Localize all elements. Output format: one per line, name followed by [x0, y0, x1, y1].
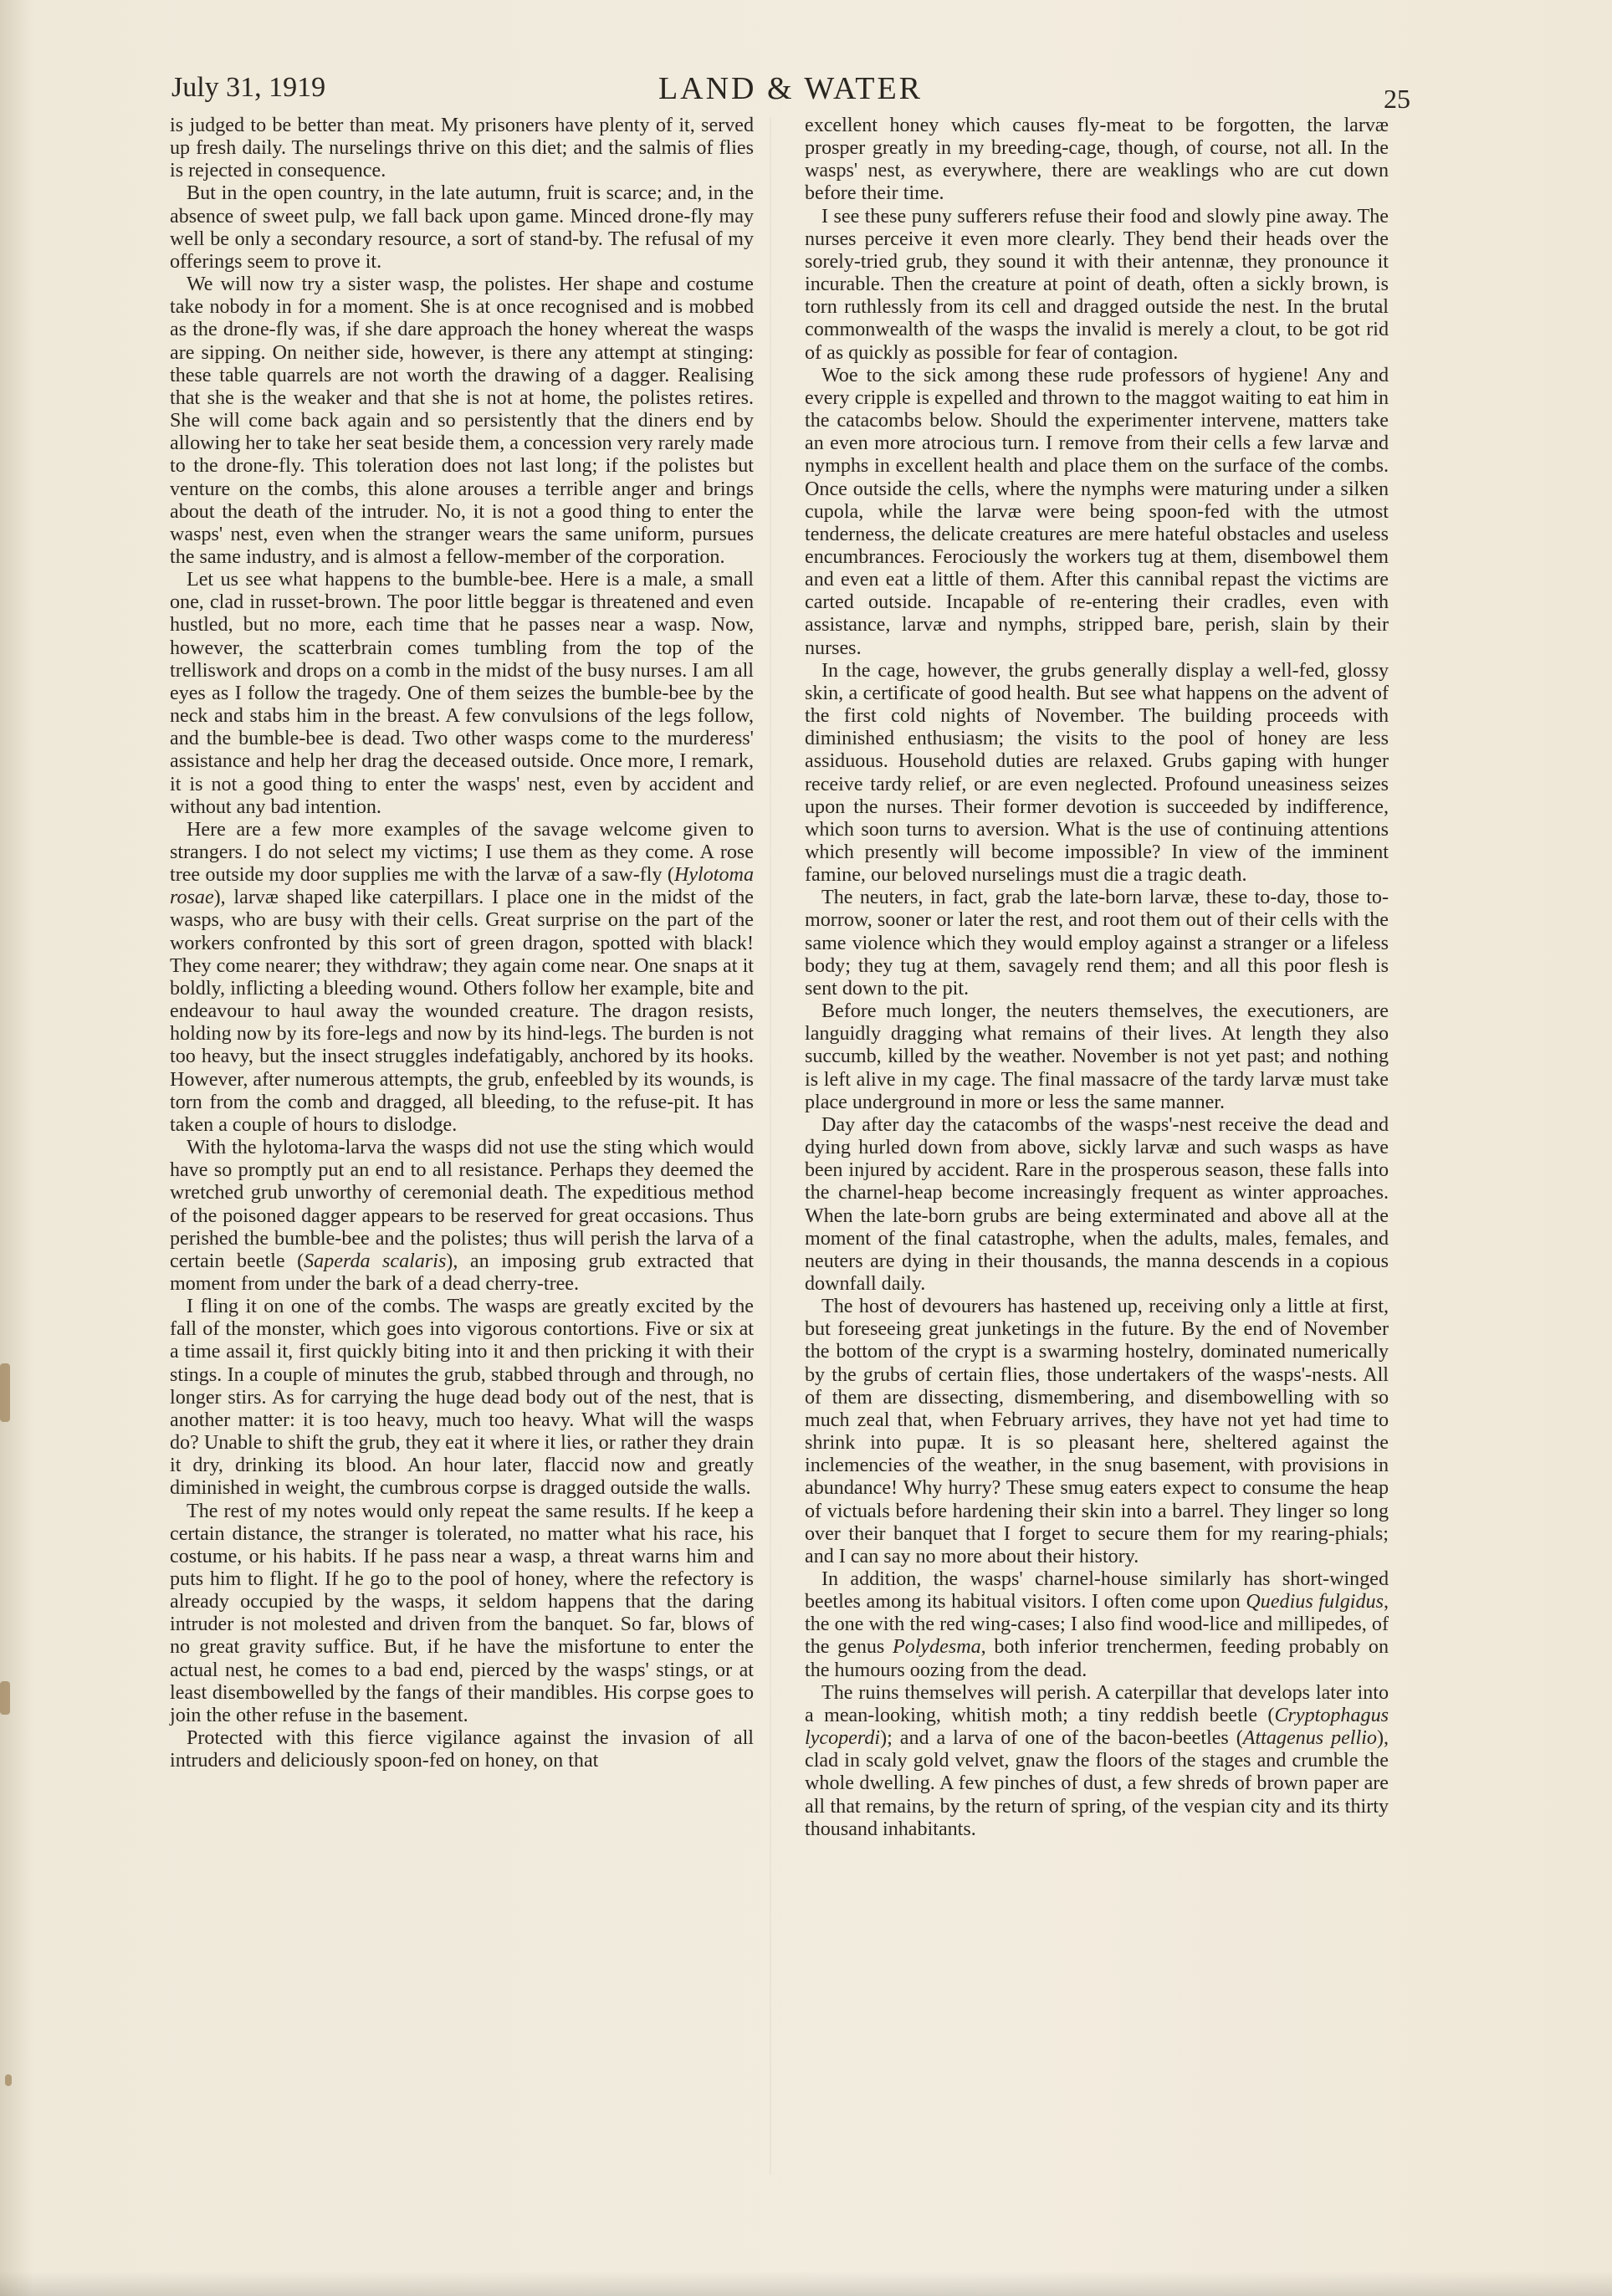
page-header [171, 69, 1410, 115]
paragraph: With the hylotoma-larva the wasps did not use the sting which would have so promptly put an end to all resistance. Perhaps they deemed the wretched grub unworthy of ceremonial death. The expeditious method of the poisoned dagger appears to be reserved for great occasions. Thus perished the bumble-bee and the polistes; thus will perish the larva of a certain beetle (Saperda scalaris), an imposing grub extracted that moment from under the bark of a dead cherry-tree. [170, 1137, 754, 1295]
left-column [170, 115, 754, 1772]
paragraph: The ruins themselves will perish. A caterpillar that develops later into a mean-looking, whitish moth; a tiny reddish beetle (Cryptophagus lycoperdi); and a larva of one of the bacon-beetles (Attagenus pellio), clad in scaly gold velvet, gnaw the floors of the stages and crumble the whole dwelling. A few pinches of dust, a few shreds of brown paper are all that remains, by the return of spring, of the vespian city and its thirty thousand inhabitants. [805, 1681, 1389, 1840]
paragraph: In addition, the wasps' charnel-house similarly has short-winged beetles among its habitual visitors. I often come upon Quedius fulgidus, the one with the red wing-cases; I also find wood-lice and millipedes, of the genus Polydesma, both inferior trenchermen, feeding probably on the humours oozing from the dead. [805, 1568, 1389, 1681]
paragraph: is judged to be better than meat. My prisoners have plenty of it, served up fresh daily. The nurselings thrive on this diet; and the salmis of flies is rejected in consequence. [170, 115, 754, 182]
paragraph: The host of devourers has hastened up, receiving only a little at first, but foreseeing great junketings in the future. By the end of November the bottom of the crypt is a swarming hostelry, dominated numerically by the grubs of certain flies, those undertakers of the wasps'-nests. All of them are dissecting, dismembering, and disembowelling with so much zeal that, when February arrives, they have not yet had time to shrink into pupæ. It is so pleasant here, sheltered against the inclemencies of the weather, in the snug basement, with provisions in abundance! Why hurry? These smug eaters expect to consume the heap of victuals before hardening their skin into a barrel. They linger so long over their banquet that I forget to secure them for my rearing-phials; and I can say no more about their history. [805, 1296, 1389, 1567]
paragraph: But in the open country, in the late autumn, fruit is scarce; and, in the absence of sweet pulp, we fall back upon game. Minced drone-fly may well be only a secondary resource, a sort of stand-by. The refusal of my offerings seem to prove it. [170, 182, 754, 273]
column-gutter [770, 117, 771, 2175]
margin-stain [5, 2074, 12, 2086]
paragraph: Protected with this fierce vigilance against the invasion of all intruders and deliciously spoon-fed on honey, on that [170, 1727, 754, 1772]
paragraph: The neuters, in fact, grab the late-born larvæ, these to-day, those to-morrow, sooner or later the rest, and root them out of their cells with the same violence which they would employ against a stranger or a lifeless body; they tug at them, savagely rend them; and all this poor flesh is sent down to the pit. [805, 887, 1389, 1000]
paragraph: I see these puny sufferers refuse their food and slowly pine away. The nurses perceive it even more clearly. They bend their heads over the sorely-tried grub, they sound it with their antennæ, they pronounce it incurable. Then the creature at point of death, often a sickly brown, is torn ruthlessly from its cell and dragged outside the nest. In the brutal commonwealth of the wasps the invalid is merely a clout, to be got rid of as quickly as possible for fear of contagion. [805, 205, 1389, 364]
paragraph: Woe to the sick among these rude professors of hygiene! Any and every cripple is expelled and thrown to the maggot waiting to eat him in the catacombs below. Should the experimenter intervene, matters take an even more atrocious turn. I remove from their cells a few larvæ and nymphs in excellent health and place them on the surface of the combs. Once outside the cells, where the nymphs were maturing under a silken cupola, while the larvæ were being spoon-fed with the utmost tenderness, the delicate creatures are mere hateful obstacles and useless encumbrances. Ferociously the workers tug at them, disembowel them and even eat a little of them. After this cannibal repast the victims are carted outside. Incapable of re-entering their cradles, even with assistance, larvæ and nymphs, stripped bare, perish, slain by their nurses. [805, 364, 1389, 659]
paragraph: Day after day the catacombs of the wasps'-nest receive the dead and dying hurled down from above, sickly larvæ and such wasps as have been injured by accident. Rare in the prosperous season, these falls into the charnel-heap become increasingly frequent as winter approaches. When the late-born grubs are being exterminated and above all at the moment of the final catastrophe, when the adults, males, females, and neuters are dying in their thousands, the manna descends in a copious downfall daily. [805, 1113, 1389, 1295]
page-bottom-edge [0, 2271, 1612, 2296]
publication-title: LAND & WATER [658, 71, 924, 106]
paragraph: Here are a few more examples of the savage welcome given to strangers. I do not select my victims; I use them as they come. A rose tree outside my door supplies me with the larvæ of a saw-fly (Hylotoma rosae), larvæ shaped like caterpillars. I place one in the midst of the wasps, who are busy with their cells. Great surprise on the part of the workers confronted by this sort of green dragon, spotted with black! They come nearer; they withdraw; they again come near. One snaps at it boldly, inflicting a bleeding wound. Others follow her example, bite and endeavour to haul away the wounded creature. The dragon resists, holding now by its fore-legs and now by its hind-legs. The burden is not too heavy, but the insect struggles indefatigably, anchored by its hooks. However, after numerous attempts, the grub, enfeebled by its wounds, is torn from the comb and dragged, all bleeding, to the refuse-pit. It has taken a couple of hours to dislodge. [170, 818, 754, 1136]
margin-stain [0, 1363, 10, 1422]
paragraph: excellent honey which causes fly-meat to be forgotten, the larvæ prosper greatly in my breeding-cage, though, of course, not all. In the wasps' nest, as everywhere, there are weaklings who are cut down before their time. [805, 115, 1389, 205]
paragraph: Before much longer, the neuters themselves, the executioners, are languidly dragging what remains of their lives. At length they also succumb, killed by the weather. November is not yet past; and nothing is left alive in my cage. The final massacre of the tardy larvæ must take place underground in more or less the same manner. [805, 1000, 1389, 1113]
page-number: 25 [1384, 84, 1410, 114]
paragraph: Let us see what happens to the bumble-bee. Here is a male, a small one, clad in russet-brown. The poor little beggar is threatened and even hustled, but no more, each time that he passes near a wasp. Now, however, the scatterbrain comes tumbling from the top of the trelliswork and drops on a comb in the midst of the busy nurses. I am all eyes as I follow the tragedy. One of them seizes the bumble-bee by the neck and stabs him in the breast. A few convulsions of the legs follow, and the bumble-bee is dead. Two other wasps come to the murderess' assistance and help her drag the deceased outside. Once more, I remark, it is not a good thing to enter the wasps' nest, even by accident and without any bad intention. [170, 569, 754, 818]
issue-date: July 31, 1919 [171, 72, 326, 103]
paragraph: In the cage, however, the grubs generally display a well-fed, glossy skin, a certificate of good health. But see what happens on the advent of the first cold nights of November. The building proceeds with diminished enthusiasm; the visits to the pool of honey are less assiduous. Household duties are relaxed. Grubs gaping with hunger receive tardy relief, or are even neglected. Profound uneasiness seizes upon the nurses. Their former devotion is succeeded by indifference, which soon turns to aversion. What is the use of continuing attentions which presently will become impossible? In view of the imminent famine, our beloved nurselings must die a tragic death. [805, 659, 1389, 887]
paragraph: We will now try a sister wasp, the polistes. Her shape and costume take nobody in for a moment. She is at once recognised and is mobbed as the drone-fly was, if she dare approach the honey whereat the wasps are sipping. On neither side, however, is there any attempt at stinging: these table quarrels are not worth the drawing of a dagger. Realising that she is the weaker and that she is not at home, the polistes retires. She will come back again and so persistently that the diners end by allowing her to take her seat beside them, a concession very rarely made to the drone-fly. This toleration does not last long; if the polistes but venture on the combs, this alone arouses a terrible anger and brings about the death of the intruder. No, it is not a good thing to enter the wasps' nest, even when the stranger wears the same uniform, pursues the same industry, and is almost a fellow-member of the corporation. [170, 274, 754, 568]
right-column [805, 115, 1389, 1841]
paragraph: The rest of my notes would only repeat the same results. If he keep a certain distance, the stranger is tolerated, no matter what his race, his costume, or his habits. If he pass near a wasp, a threat warns him and puts him to flight. If he go to the pool of honey, where the refectory is already occupied by the wasps, it seldom happens that the daring intruder is not molested and driven from the banquet. So far, blows of no great gravity suffice. But, if he have the misfortune to enter the actual nest, he comes to a bad end, pierced by the wasps' stings, or at least disembowelled by the fangs of their mandibles. His corpse goes to join the other refuse in the basement. [170, 1500, 754, 1726]
paragraph: I fling it on one of the combs. The wasps are greatly excited by the fall of the monster, which goes into vigorous contortions. Five or six at a time assail it, first quickly biting into it and then pricking it with their stings. In a couple of minutes the grub, stabbed through and through, no longer stirs. As for carrying the huge dead body out of the nest, that is another matter: it is too heavy, much too heavy. What will the wasps do? Unable to shift the grub, they eat it where it lies, or rather they drain it dry, drinking its blood. An hour later, flaccid now and greatly diminished in weight, the cumbrous corpse is dragged outside the walls. [170, 1296, 754, 1500]
margin-stain [0, 1681, 10, 1715]
